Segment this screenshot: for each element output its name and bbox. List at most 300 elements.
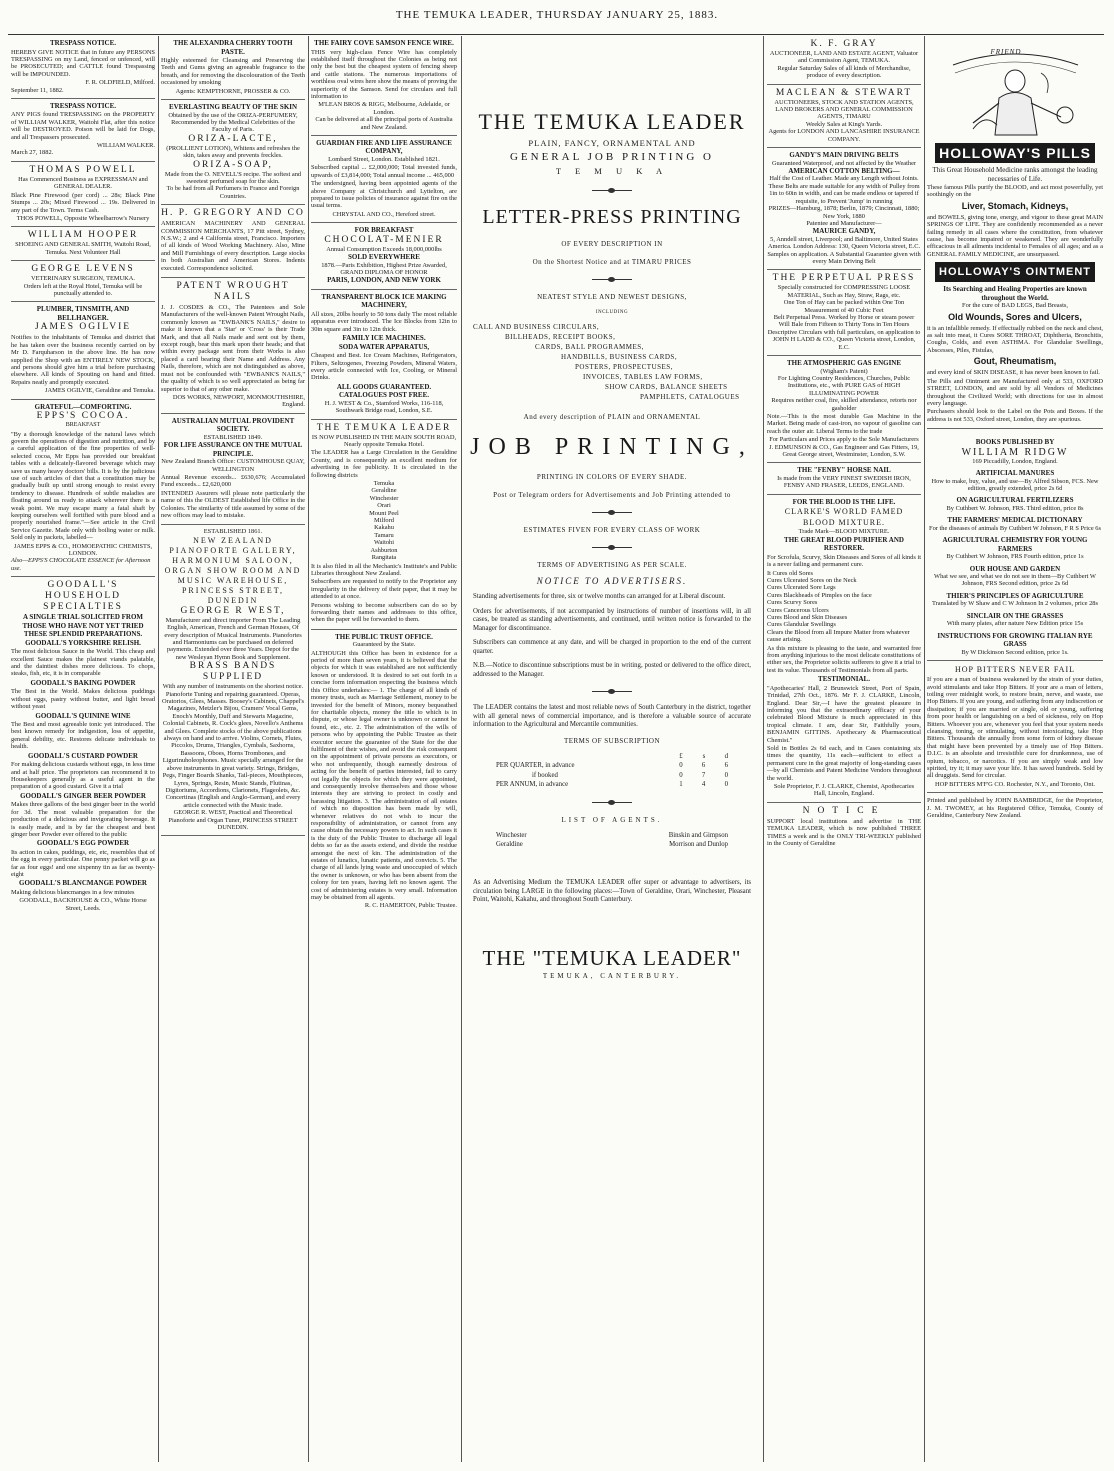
district-item: Winchester <box>369 494 399 502</box>
book-title: ARTIFICIAL MANURES <box>975 469 1055 478</box>
printing-line: INCLUDING <box>595 310 629 315</box>
ad-items: Black Pine Firewood (per cord) ... 28s; Black Pine Stumps ... 20s; Mixed Firewood ... 19s. Delivered in any part of the Town. Terms Cash. <box>11 191 155 214</box>
cures-list <box>767 570 921 644</box>
ad-body: Specially constructed for COMPRESSING LOOSE MATERIAL, Such as Hay, Straw, Rags, etc. <box>777 284 911 299</box>
book-title: ON AGRICULTURAL FERTILIZERS <box>956 496 1074 505</box>
ad-signature: FENBY AND FRASER, LEEDS, ENGLAND. <box>783 482 905 490</box>
ad-heading: BOOKS PUBLISHED BY <box>975 438 1055 447</box>
table-row <box>492 761 732 770</box>
holloway-pills-banner: HOLLOWAY'S PILLS <box>935 143 1095 163</box>
ad-body: All sizes, 20lbs hourly to 50 tons daily The most reliable apparatus ever introduced. The Ice Blocks from 12in to 30in square and 3in to 12in thick. <box>311 310 457 333</box>
cure-item: Cures Blood and Skin Diseases <box>767 613 848 621</box>
cure-item: Clears the Blood from all Impure Matter from whatever cause arising. <box>767 628 910 644</box>
ad-title: THOMAS POWELL <box>29 164 137 175</box>
ad-subtitle: FOR LIFE ASSURANCE ON THE MUTUAL PRINCIPLE. <box>163 441 303 458</box>
ad-signature: GEORGE R. WEST, Practical and Theoretical Pianoforte and Organ Tuner, PRINCESS STREET DUNEDIN. <box>168 809 298 831</box>
printing-line: ESTIMATES FIVEN FOR EVERY CLASS OF WORK <box>523 526 701 534</box>
table-row <box>492 771 732 780</box>
ad-title: THE ALEXANDRA CHERRY TOOTH PASTE. <box>173 39 293 56</box>
ad-signature: THOS POWELL, Opposite Wheelbarrow's Nursery <box>16 214 150 222</box>
ad-signature: JAMES EPPS & CO., HOMOEPATHIC CHEMISTS, LONDON. <box>13 542 153 557</box>
ad-subtitle: BREAKFAST <box>65 422 101 429</box>
separator-ornament <box>592 279 632 280</box>
cell-shillings: 6 <box>701 762 706 770</box>
ad-title: WILLIAM HOOPER <box>27 230 139 241</box>
ad-body: Is made from the VERY FINEST SWEDISH IRON, <box>777 474 911 482</box>
table-row <box>492 840 732 849</box>
ad-body: The LEADER has a Large Circulation in the Geraldine County, and is consequently an excellent medium for advertising in fee publicity. It is circulated in the following districts <box>311 449 457 479</box>
holloway-logo <box>933 43 1098 139</box>
ad-body: THIS very high-class Fence Wire has completely established itself throughout the Colonies as being not only the best but the cheapest system of fencing sheep and cattle stations. The numerous importations of worthless oval wires here show the means of proving the superiority of the Samson. Send for circulars and full information to <box>311 48 457 100</box>
book-body: By Cuthbert W. Johnson, FRS. Third edition, price 8s <box>946 504 1084 512</box>
ad-heading: FOR THE BLOOD IS THE LIFE. <box>792 497 896 506</box>
ad-body: SUPPORT local institutions and advertise in THE TEMUKA LEADER, which is now published THREE TIMES a week and is the ONLY TRI-WEEKLY published in the County of Geraldine <box>767 817 921 847</box>
cell-pounds: 1 <box>679 781 683 789</box>
ad-address: 5, Anndell street, Liverpool; and Baltimore, United States America. London Address: 130, Queen Victoria street, E.C. <box>767 235 921 251</box>
cure-item: Cures Ulcerated Sore Legs <box>767 584 836 592</box>
agent-place: Geraldine <box>496 840 523 848</box>
book-body: Translated by W Shaw and C W Johnson In 2 volumes, price 28s <box>932 600 1098 608</box>
leader-footer-subtitle: TEMUKA, CANTERBURY. <box>542 971 682 980</box>
ad-title: THE ATMOSPHERIC GAS ENGINE <box>786 359 902 368</box>
ad-owner: MAURICE GANDY, <box>812 227 876 236</box>
ad-body: "By a thorough knowledge of the natural laws which govern the operations of digestion and nutrition, and by a careful application of the fine properties of well-selected cocoa, Mr Epps has provided our breakfast tables with a delicately-flavored beverage which may save us many heavy doctors' bills. It is by the judicious use of such articles of diet that a constitution may be gradually built up until strong enough to resist every tendency to disease. Hundreds of subtle maladies are floating around us ready to attack wherever there is a weak point. We may escape many a fatal shaft by keeping ourselves well fortified with pure blood and a properly nourished frame."—See article in the Civil Service Gazette. Made only with boiling water or milk. Sold only in packets, labelled— <box>11 430 155 542</box>
ad-title: GEORGE LEVENS <box>31 264 135 275</box>
product-title: GOODALL'S EGG POWDER <box>36 839 130 848</box>
ad-body: Obtained by the use of the ORIZA-PERFUMERY, Recommended by the Medical Celebrities of the Faculty of Paris. <box>168 111 298 134</box>
row-label: PER QUARTER, in advance <box>496 762 575 770</box>
ad-body: The undersigned, having been appointed agents of the above Company at Christchurch and Lyttelton, are prepared to issue policies of insurance against fire on the usual terms. <box>311 180 457 210</box>
ad-established: ESTABLISHED 1861. <box>203 528 263 536</box>
product-title: GOODALL'S YORKSHIRE RELISH. <box>25 638 141 647</box>
ad-chocolat-menier <box>311 223 457 290</box>
ad-title: CHOCOLAT-MENIER <box>324 234 444 245</box>
separator-ornament <box>592 691 632 692</box>
ad-body: VETERINARY SURGEON, TEMUKA. <box>30 275 136 283</box>
ad-note: Purchasers should look to the Label on the Pots and Boxes. If the address is not 533, Oxford street, London, they are spurious. <box>927 408 1103 423</box>
ad-revenue: Annual Revenue exceeds... £630,676; Accumulated Fund exceeds... £2,620,000 <box>161 473 305 489</box>
separator-ornament <box>592 802 632 803</box>
column-header: £ <box>679 752 683 760</box>
cure-item: It Cures old Sores <box>767 569 813 577</box>
ad-subtitle: (Wigham's Patent) <box>820 367 868 375</box>
ad-oriza <box>161 100 305 205</box>
ad-awards: 1878.—Paris Exhibition, Highest Prize Awarded, GRAND DIPLOMA OF HONOR <box>321 261 447 277</box>
ad-subtitle: ALL GOODS GUARANTEED. <box>336 382 432 391</box>
logo-text: FRIEND <box>990 48 1022 56</box>
ad-title: NOTICE <box>802 805 886 816</box>
product-body: The Best in the World. Makes delicious puddings without eggs, pastry without butter, and light bread without yeast <box>11 688 155 711</box>
column-header: d <box>724 752 728 760</box>
cure-item: Cures Scurvy Sores <box>767 599 818 607</box>
ad-signature: DOS WORKS, NEWPORT, MONMOUTHSHIRE, England. <box>172 393 305 409</box>
ad-guardian <box>311 136 457 223</box>
district-item: Milford <box>374 517 394 525</box>
book-body: With many plates, after nature New Edition price 15s <box>946 620 1084 628</box>
agent-place: Winchester <box>496 831 527 839</box>
ad-signature: Sole Proprietor, F. J. CLARKE, Chemist, Apothecaries Hall, Lincoln, England. <box>773 782 915 798</box>
ad-body: Will Bale from Fifteen to Thirty Tons in Ten Hours <box>778 321 910 329</box>
ad-title: GANDY'S MAIN DRIVING BELTS <box>789 151 899 160</box>
book-body: How to make, buy, value, and use—By Alfred Sibson, FCS. New edition, greatly extended, price 2s 6d <box>931 477 1099 492</box>
book-title: THIER'S PRINCIPLES OF AGRICULTURE <box>946 591 1084 600</box>
ad-subtitle: Guaranteed by the State. <box>352 641 416 649</box>
ad-clarke-blood <box>767 495 921 803</box>
ad-signature: GOODALL, BACKHOUSE & CO., White Horse Street, Leeds. <box>19 897 147 912</box>
printing-line: Post or Telegram orders for Advertisements and Job Printing attended to <box>493 491 731 499</box>
ad-title: K. F. GRAY <box>810 39 878 49</box>
ad-signature: F. R. OLDFIELD, Milford. <box>85 79 155 87</box>
printing-items <box>465 322 759 402</box>
table-header <box>492 752 732 761</box>
printing-line: And every description of PLAIN and ORNAMENTAL <box>523 413 701 421</box>
ad-body: If you are a man of business weakened by the strain of your duties, avoid stimulants and take Hop Bitters. If your are a man of letters, toiling over midnight work, to restore brain, nerve, and waste, use Hop Bitters. If you are young, and suffering from any indiscretion or dissipation; if you are married or single, old or young, suffering from poor health or languishing on a bed of sickness, rely on Hop Bitters. Whoever you are, whenever you feel that your system needs cleansing, toning, or stimulating, without intoxicating, take Hop Bitters. Thousands die annually from some form of kidney disease that might have been prevented by a timely use of Hop Bitters. D.I.C. is an absolute and irresistible cure for drunkenness, use of opium, tobacco, or narcotics. If you are simply weak and low spirited, try it; it may save your life. It has saved hundreds. Sold by all druggists. Send for circular. <box>927 676 1103 780</box>
ad-subtitle: SODA WATER APPARATUS, <box>338 342 430 351</box>
ad-body: The Pills and Ointment are Manufactured only at 533, OXFORD STREET, LONDON, and are sold by all Vendors of Medicines throughout the Civilized World; with directions for use in almost every language. <box>927 377 1103 407</box>
ad-signature: JAMES OGILVIE, Geraldine and Temuka. <box>45 387 155 395</box>
ad-body: Half the Cost of Leather. Made any Length without Joints. <box>769 175 919 183</box>
printing-line: NEATEST STYLE AND NEWEST DESIGNS, <box>537 293 687 301</box>
ad-body: These famous Pills purify the BLOOD, and act most powerfully, yet soothingly on the <box>927 184 1103 199</box>
product-title: GOODALL'S CUSTARD POWDER <box>28 751 138 760</box>
ad-patent-nails <box>161 278 305 414</box>
ad-tagline: Its Searching and Healing Properties are known throughout the World. <box>943 285 1087 302</box>
ad-note: Persons wishing to become subscribers can do so by forwarding their names and addresses to this office, when the paper will be forwarded to them. <box>311 601 457 624</box>
product-body: The Best and most agreeable tonic yet introduced. The best known remedy for indigestion, loss of appetite, general debility, etc. Restores delicate individuals to health. <box>11 721 155 751</box>
ad-levens <box>11 261 155 302</box>
ad-title: THE PUBLIC TRUST OFFICE. <box>335 632 433 641</box>
book-body: What we see, and what we do not see in them—By Cuthbert W Johnson, FRS Second edition, price 2s 6d <box>934 573 1096 588</box>
ad-title: THE FAIRY COVE SAMSON FENCE WIRE. <box>314 39 454 47</box>
ad-maclean-stewart <box>767 85 921 148</box>
ad-note: Orders left at the Royal Hotel, Temuka will be punctually attended to. <box>23 282 143 297</box>
product-title: ORIZA-LACTE, <box>188 133 278 144</box>
ad-title: GUARDIAN FIRE AND LIFE ASSURANCE COMPANY, <box>316 138 452 156</box>
district-item: Ashburton <box>370 546 398 554</box>
product-title: GOODALL'S GINGER BEER POWDER <box>20 791 146 800</box>
printing-line: OF EVERY DESCRIPTION IN <box>561 240 663 248</box>
ad-epps-cocoa <box>11 400 155 578</box>
ad-body: AUCTIONEER, LAND AND ESTATE AGENT, Valuator and Commission Agent, TEMUKA. <box>769 50 919 65</box>
printing-item: CALL AND BUSINESS CIRCULARS, <box>473 323 600 331</box>
printing-item: HANDBILLS, BUSINESS CARDS, <box>561 353 678 361</box>
column-6 <box>924 36 1106 1462</box>
ad-subtitle: BRASS BANDS SUPPLIED <box>189 661 277 683</box>
ad-agents: M'LEAN BROS & RIGG, Melbourne, Adelaide, or London. <box>318 101 450 116</box>
ad-body: Sold in Bottles 2s 6d each, and in Cases containing six times the quantity, 11s each—sufficient to effect a permanent cure in the great majority of long-standing cases—by all Chemists and Patent Medicine Vendors throughout the world. <box>767 744 921 782</box>
ad-hooper <box>11 227 155 261</box>
notice-paragraph: N.B.—Notice to discontinue subscriptions must be in writing, posted or delivered to the office direct, addressed to the Manager. <box>473 662 751 678</box>
ad-title: TRESPASS NOTICE. <box>49 39 116 47</box>
ad-note: Descriptive Circulars with full particulars, on application to <box>767 328 921 336</box>
separator-ornament <box>592 547 632 548</box>
cell-pence: 0 <box>724 781 728 789</box>
ad-body: Requires neither coal, fire, skilled attendance, retorts nor gasholder <box>771 397 917 412</box>
book-title: INSTRUCTIONS FOR GROWING ITALIAN RYE GRASS <box>937 631 1093 649</box>
ad-body: These Belts are made suitable for any width of Pulley from 1in to 60in in width, and can be made endless or tapered if requisite, to Prevent 'Jump' in running <box>768 182 920 205</box>
ad-body: Has Commenced Business as EXPRESSMAN and GENERAL DEALER. <box>18 175 148 191</box>
cell-shillings: 7 <box>701 771 706 779</box>
ad-date: March 27, 1882. <box>11 149 54 157</box>
ad-body: SHOEING AND GENERAL SMITH, Waitohi Road, Temuka. Next Volunteer Hall <box>15 241 151 256</box>
district-item: Tamaru <box>374 531 394 539</box>
product-body: Made from the O. NEVELL'S recipe. The softest and sweetest perfumed soap for the skin. <box>164 170 302 185</box>
district-item: Rangitata <box>371 554 397 562</box>
ad-cities: PARIS, LONDON, AND NEW YORK <box>327 276 441 285</box>
ad-body: Notifies to the inhabitants of Temuka and district that he has taken over the business recently carried on by Mr D. Farquharson in the above line. He has now supplied the Shop with an ENTIRELY NEW STOCK, and persons should give him a trial before purchasing elsewhere. All kinds of Spouting on hand and fitted. Repairs neatly and promptly executed. <box>11 334 155 386</box>
product-title: ORIZA-SOAP, <box>193 159 273 170</box>
subscription-table <box>492 752 732 790</box>
ad-title: EPPS'S COCOA. <box>36 411 130 422</box>
column-5 <box>764 36 924 1462</box>
ad-title: JAMES OGILVIE <box>34 322 132 333</box>
ad-body: Annual Consumption Exceeds 18,000,000lbs <box>326 245 442 253</box>
cure-item: Cures Cancerous Ulcers <box>767 606 829 614</box>
ad-body: AUCTIONEERS, STOCK AND STATION AGENTS, LAND BROKERS AND GENERAL COMMISSION AGENTS, TIMARU <box>774 98 914 121</box>
trespass-notice-oldfield <box>11 36 155 99</box>
ad-signature: HOP BITTERS M'F'G CO. Rochester, N.Y., and Toronto, Ont. <box>934 780 1095 788</box>
ad-fenby-nail <box>767 463 921 494</box>
product-body: Makes three gallons of the best ginger beer in the world for 3d. The most valuable preparation for the production of a delicious and invigorating beverage. It is easily made, and is by far the cheapest and best ginger beer Powder ever offered to the public <box>11 801 155 838</box>
ad-hop-bitters <box>927 661 1103 793</box>
ad-title: NEW ZEALAND PIANOFORTE GALLERY, HARMONIUM SALOON, ORGAN SHOW ROOM AND MUSIC WAREHOUSE, PRINCESS STREET, DUNEDIN <box>164 535 302 605</box>
ad-notice-support <box>767 803 921 853</box>
ad-title: HOP BITTERS NEVER FAIL <box>955 665 1075 675</box>
column-3 <box>308 36 460 1462</box>
printing-item: CARDS, BALL PROGRAMMES, <box>535 343 644 351</box>
hygeia-emblem-icon <box>933 43 1098 139</box>
ad-gas-engine <box>767 356 921 463</box>
cell-pounds: 0 <box>679 771 683 779</box>
ad-subtitle: A SINGLE TRIAL SOLICITED FROM THOSE WHO HAVE NOT YET TRIED THESE SPLENDID PREPARATIONS. <box>22 613 144 639</box>
row-label: PER ANNUM, in advance <box>496 781 569 789</box>
notice-paragraph: Standing advertisements for three, six or twelve months can arranged for at Liberal discount. <box>473 593 726 601</box>
ad-trademark: Trade Mark—BLOOD MIXTURE. <box>798 528 890 536</box>
book-body: For the diseases of animals By Cuthbert W Johnson, F R S Price 6s <box>929 524 1101 532</box>
ad-owner: GEORGE R WEST, <box>180 605 286 616</box>
ad-note: Regular Saturday Sales of all kinds of Merchandise, produce of every description. <box>777 64 911 80</box>
printing-item: POSTERS, PROSPECTUSES, <box>575 363 673 371</box>
ad-title: TRESPASS NOTICE. <box>49 101 116 110</box>
ad-heading: Liver, Stomach, Kidneys, <box>961 200 1069 211</box>
ad-body: Highly esteemed for Cleansing and Preserving the Teeth and Gums giving an agreeable fragrance to the breath, and for removing the discolouration of the Teeth occasioned by smoking <box>161 57 305 87</box>
ad-body: and BOWELS, giving tone, energy, and vigour to these great MAIN SPRINGS OF LIFE. They are confidently recommended as a never failing remedy in all cases where the constitution, from whatever cause, has become impaired or weakened. They are wonderfully efficacious in all ailments incidental to Females of all ages; and as a GENERAL FAMILY MEDICINE, are unsurpassed. <box>927 213 1103 258</box>
ad-tagline: This Great Household Medicine ranks amongst the leading necessaries of Life. <box>932 166 1098 183</box>
ad-subtitle: THE GREAT BLOOD PURIFIER AND RESTORER. <box>784 535 904 553</box>
ad-title: THE PERPETUAL PRESS <box>772 273 916 284</box>
table-row <box>492 780 732 789</box>
holloway-ointment-banner: HOLLOWAY'S OINTMENT <box>935 262 1095 282</box>
ad-pianoforte <box>161 525 305 836</box>
ad-note: Weekly Sales at King's Yards. <box>805 120 883 128</box>
ad-note: For Particulars and Prices apply to the Sole Manufacturers <box>769 436 919 444</box>
ad-subtitle: FAMILY ICE MACHINES. <box>342 334 426 343</box>
ad-body: For the cure of BAD LEGS, Bad Breasts, <box>962 302 1068 310</box>
ad-subtitle: IS NOW PUBLISHED IN THE MAIN SOUTH ROAD, Nearly opposite Temuka Hotel. <box>311 433 457 448</box>
book-title: OUR HOUSE AND GARDEN <box>969 564 1061 573</box>
ad-body: With any number of instruments on the shortest notice. Pianoforte Tuning and repairing guaranteed. Operas, Oratorios, Glees, Masses. Boosey's Cabinets, Chappel's Magazines, Metzler's Bijou, Cramers' Vocal Gems, Enoch's Monthly, Duff and Stewarts Magazine, Colonial Cabinets, R. Cock's glees, Novello's Anthems and Glees. Complete stocks of the above publications always on hand and to arrive. Violins, Cornets, Flutes, Piccolos, Drums, Triangles, Cymbals, Saxhorns, Bassoons, Oboes, Horns Trombones, and Ligurinuholeophones. Music specially arranged for the above instruments in great variety. Strings, Bridges, Pegs, Finger Boards Shanks, Tail-pieces, Mouthpieces, Lyres, Springs, Resin, Music Stands, Flutinas, Digitoriums, Accordions, Clarionets, Flageolets, &c. Concertinas (English and Anglo-German), and every article connected with the Music trade. <box>162 683 304 809</box>
ad-note: Subscribers are requested to notify to the Proprietor any irregularity in the delivery of their paper, that it may be attended to at once. <box>311 578 457 601</box>
book-title: SINCLAIR ON THE GRASSES <box>966 611 1064 620</box>
agent-name: Morrison and Dunlop <box>669 840 728 848</box>
notice-heading: NOTICE TO ADVERTISERS. <box>536 576 688 586</box>
district-item: Waitohi <box>373 539 395 547</box>
book-body: By Cuthbert W Johnson, FRS Fourth edition, price 1s <box>946 553 1084 561</box>
ad-body: AMERICAN MACHINERY AND GENERAL COMMISSION MERCHANTS, 17 Pitt street, Sydney, N.S.W.; 2 and 4 California street, Francisco. Importers of all kinds of Wood Working Machinery. Also, Mine and Mill Furnishings of every description. Large stocks in both Australian and American Stores. Indents executed. Correspondence solicited. <box>161 220 305 272</box>
product-body: For making delicious custards without eggs, in less time and at half price. The proprietors can recommend it to Housekeepers generally as a useful agent in the preparation of a good custard. Give it a trial <box>11 761 155 791</box>
product-body: The most delicious Sauce in the World. This cheap and excellent Sauce makes the plainest viands palatable, and the daintiest dishes more delicious. To chops, steaks, fish, etc, it is in comparable <box>11 648 155 678</box>
district-item: Geraldine <box>371 487 397 495</box>
header-rule <box>8 34 1104 35</box>
ad-heading: FOR BREAKFAST <box>354 226 414 235</box>
ad-amp-society <box>161 414 305 526</box>
ad-heading: Gout, Rheumatism, <box>973 356 1057 367</box>
column-job-printing <box>462 36 762 1462</box>
ad-ogilvie <box>11 302 155 399</box>
printing-item: PAMPHLETS, CATALOGUES <box>640 393 740 401</box>
ad-gregory <box>161 205 305 278</box>
testimonial-heading: TESTIMONIAL. <box>818 675 870 684</box>
ad-capital: Subscribed capital ... £2,000,000; Total invested funds, upwards of £3,814,000; Total annual income ... 465,000 <box>311 164 457 179</box>
product-title: GOODALL'S BAKING POWDER <box>30 678 136 687</box>
ad-body: ANY PIGS found TRESPASSING on the PROPERTY of WILLIAM WALKER, Waitohi Flat, after this notice will be DESTROYED. Poison will be laid for Dogs, and all Trespassers prosecuted. <box>11 111 155 141</box>
ad-books <box>927 429 1103 661</box>
printing-line: PRINTING IN COLORS OF EVERY SHADE. <box>536 473 688 481</box>
ad-perpetual-press <box>767 270 921 356</box>
ad-title: THE "FENBY" HORSE NAIL <box>797 466 891 475</box>
ad-body: One Ton of Hay can be packed within One Ton Measurement of 40 Cubic Feet <box>783 299 905 314</box>
letterpress-heading: LETTER-PRESS PRINTING <box>482 206 742 228</box>
agents-heading: LIST OF AGENTS. <box>561 815 663 824</box>
book-title: AGRICULTURAL CHEMISTRY FOR YOUNG FARMERS <box>942 536 1088 553</box>
notice-paragraph: Subscribers can commence at any date, and will be charged in proportion to the end of the current quarter. <box>473 639 751 655</box>
imprint-text: Printed and published by JOHN BAMBRIDGE, for the Proprietor, J. M. TWOMEY, at his Registered Office, Temuka, County of Geraldine, Canterbury New Zealand. <box>927 797 1103 819</box>
ad-title: THE TEMUKA LEADER <box>316 422 452 433</box>
product-title: GOODALL'S QUININE WINE <box>35 711 131 720</box>
ad-note: It is also filed in all the Mechanic's Institute's and Public Libraries throughout New Zealand. <box>311 562 457 577</box>
printing-item: SHOW CARDS, BALANCE SHEETS <box>605 383 728 391</box>
cure-item: Cures Ulcerated Sores on the Neck <box>767 576 857 584</box>
book-body: By W Dickinson Second edition, price 1s. <box>961 648 1069 656</box>
printing-line: TERMS OF ADVERTISING AS PER SCALE. <box>537 561 687 569</box>
product-title: GOODALL'S BLANCMANGE POWDER <box>19 879 147 888</box>
separator-ornament <box>592 190 632 191</box>
agents-table <box>492 831 732 850</box>
ad-body: J. J. COSDES & CO., The Patentees and Sole Manufacturers of the well-known Patent Wrought Nails, commonly known as "EWBANK'S NAILS," desire to make it known that a 'Star' or 'Cross' is their Trade Mark, and that all Nails made and sent out by them, except rough, bear this mark upon their heads; and that within every package sent from their Works is also placed a card bearing their Name and Address. Any Nails, therefore, which are not distinguished as above, must not be confounded with "EWBANK'S NAILS," the quality of which is so well appreciated as being far superior to that of any other make. <box>161 304 305 393</box>
ad-note: Also—EPPS'S CHOCOLATE ESSENCE for Afternoon use. <box>11 557 151 572</box>
ad-subtitle: AMERICAN COTTON BELTING— <box>788 166 900 175</box>
cell-shillings: 4 <box>701 781 706 789</box>
ad-note: Note.—This is the most durable Gas Machine in the Market. Being made of cast-iron, no vapour of gasoline can reach the outer air. Liberal Terms to the trade <box>767 413 921 435</box>
printer-imprint <box>927 793 1103 824</box>
cell-pence: 0 <box>724 771 728 779</box>
ad-body: As this mixture is pleasing to the taste, and warranted free from anything injurious to the most delicate constitutions of either sex, the Proprietor solicits sufferers to give it a trial to test its value. Thousands of Testimonials from all parts. <box>767 644 921 674</box>
ad-subtitle: CATALOGUES POST FREE. <box>338 391 430 400</box>
ad-body: New Zealand Branch Office: CUSTOMHOUSE QUAY, WELLINGTON <box>161 458 305 473</box>
district-item: Kakahu <box>374 524 394 532</box>
ad-signature: R. C. HAMERTON, Public Trustee. <box>364 902 457 910</box>
ad-notice: INTENDED Assurers will please note particularly the name of this the OLDEST Established life Office in the Colonies. The similarity of title assumed by some of the new offices may lead to mistake. <box>161 489 305 519</box>
product-body: Its action in cakes, puddings, etc, etc, resembles that of the egg in every particular. One penny packet will go as far as four eggs! and one sixpenny tin as far as twenty-eight <box>11 848 155 879</box>
ad-title: H. P. GREGORY AND CO <box>161 208 305 219</box>
ad-body: Belt Perpetual Press. Worked by Horse or steam power <box>773 314 915 322</box>
ad-established: ESTABLISHED 1849. <box>203 433 263 441</box>
ad-agents: Agents: KEMPTHORNE, PROSSER & CO. <box>175 87 291 95</box>
ad-tooth-paste <box>161 36 305 100</box>
notice-paragraph: Orders for advertisements, if not accompanied by instructions of number of insertions will, in all cases, be treated as standing advertisements, and continued, until written notice is forwarded to the Manager for discontinuance. <box>473 607 751 632</box>
district-item: Mount Peel <box>369 509 399 517</box>
ad-agents: Agents for LONDON AND LANCASHIRE INSURANCE COMPANY. <box>768 128 920 143</box>
ad-signature: J. EDMUNSON & CO., Gas Engineer and Gas Fitters, 19, Great George street, Westminster, London, S.W. <box>769 443 919 459</box>
ad-signature: CHRYSTAL AND CO., Hereford street. <box>332 210 436 218</box>
page-header: THE TEMUKA LEADER, THURSDAY JANUARY 25, 1883. <box>395 9 719 21</box>
printing-item: INVOICES, TABLES LAW FORMS, <box>583 373 703 381</box>
ad-title: GOODALL'S HOUSEHOLD SPECIALTIES <box>43 580 123 613</box>
book-title: THE FARMERS' MEDICAL DICTIONARY <box>947 516 1083 525</box>
ad-title: TRANSPARENT BLOCK ICE MAKING MACHINERY, <box>321 292 447 310</box>
ad-signature: JOHN H LADD & CO., Queen Victoria street, London, E.C. <box>772 336 916 351</box>
ad-address: 169 Piccadilly, London, England. <box>972 457 1058 465</box>
ad-address: Lombard Street, London. Established 1821. <box>328 155 440 163</box>
table-row <box>492 831 732 840</box>
ad-fence-wire <box>311 36 457 136</box>
ad-title: PATENT WROUGHT NAILS <box>176 281 290 303</box>
printing-town: T E M U K A <box>555 166 669 176</box>
ad-note: Patentee and Manufacturer— <box>806 219 882 227</box>
row-label: if booked <box>532 771 558 779</box>
ad-note: Samples on application. A Substantial Guarantee given with every Main Driving Belt <box>767 250 921 266</box>
column-header: s <box>702 752 706 760</box>
ad-body: Cheapest and Best. Ice Cream Machines, Refrigerators, Filters, Seltzogenes, Freezing Powders, Mineral Waters, every article connected with Ice, Cooling, or Mineral Drinks. <box>311 352 457 382</box>
printing-line: GENERAL JOB PRINTING O <box>509 151 714 163</box>
ad-note: Can be delivered at all the principal ports of Australia and New Zealand. <box>315 116 453 131</box>
ad-title: EVERLASTING BEAUTY OF THE SKIN <box>168 103 298 112</box>
ad-note: To be had from all Perfumers in France and Foreign Countries. <box>166 185 300 200</box>
ad-temuka-leader-notice <box>311 420 457 630</box>
district-list <box>311 480 457 561</box>
trespass-notice-walker <box>11 99 155 162</box>
testimonial-body: "Apothecaries' Hall, 2 Brunswick Street, Port of Spain, Trinidad, 27th Oct., 1876. Mr F. J. CLARKE, Lincoln, England. Dear Sir,—I have the greatest pleasure in informing you that the extraordinary efficacy of your celebrated Blood Mixture is much appreciated in this tropical climate. I am, dear Sir, Faithfully yours, BENJAMIN GITTINS. Apothecary & Pharmaceutical Chemist." <box>767 684 921 744</box>
ad-ice-machinery <box>311 290 457 420</box>
ad-body: Manufacturer and direct importer From The Leading English, American, French and German Houses, Of every description of Musical Instruments. Pianofortes and Harmoniums can be purchased on deferred payments. Extended over three Years. Depot for the new Wesleyan Hymn Book and Supplement. <box>164 616 302 661</box>
printing-item: BILLHEADS, RECEIPT BOOKS, <box>505 333 616 341</box>
product-body: (PROLLIENT LOTION), Whitens and refreshes the skin, takes away and prevents freckles. <box>166 144 300 160</box>
ad-heading: GRATEFUL—COMFORTING. <box>34 402 132 411</box>
ad-signature: WILLIAM WALKER. <box>96 142 155 150</box>
ad-gray <box>767 36 921 85</box>
ad-goodall <box>11 577 155 916</box>
leader-footer-title: THE "TEMUKA LEADER" <box>482 945 742 970</box>
ad-body: For Scrofula, Scurvy, Skin Diseases and Sores of all kinds it is a never failing and permanent cure. <box>767 553 922 569</box>
ad-body: For Lighting Country Residences, Churches, Public Institutions, etc., with PURE GAS of HIGH ILLUMINATING POWER <box>777 375 911 397</box>
ad-title: WILLIAM RIDGW <box>961 446 1069 458</box>
ad-date: September 11, 1882. <box>11 86 64 94</box>
ad-title: MACLEAN & STEWART <box>775 87 913 98</box>
separator-ornament <box>592 512 632 513</box>
district-item: Orari <box>377 502 391 510</box>
ad-powell <box>11 162 155 227</box>
cell-pounds: 0 <box>679 762 683 770</box>
cell-pence: 6 <box>724 762 728 770</box>
ad-holloway <box>927 36 1103 429</box>
cure-item: Cures Glandular Swellings <box>767 621 836 629</box>
ad-body: it is an infallible remedy. If effectually rubbed on the neck and chest, as salt into meat, it Cures SORE THROAT, Diphtheria, Bronchitis, Coughs, Colds, and even ASTHMA. For Glandular Swellings, Abscesses, Piles, Fistulas, <box>927 324 1103 354</box>
ad-subtitle: SOLD EVERYWHERE <box>348 253 420 262</box>
advertising-medium: As an Advertising Medium the TEMUKA LEADER offer super or advantage to advertisers, its circulation being LARGE in the following places:—Town of Geraldine, Orari, Winchester, Pleasant Point, Waitohi, Kakahu, and throughout South Canterbury. <box>473 879 751 904</box>
ad-gandy-belts <box>767 148 921 270</box>
ad-heading: Old Wounds, Sores and Ulcers, <box>948 311 1082 322</box>
ad-heading: PLUMBER, TINSMITH, AND BELLHANGER. <box>36 305 130 322</box>
